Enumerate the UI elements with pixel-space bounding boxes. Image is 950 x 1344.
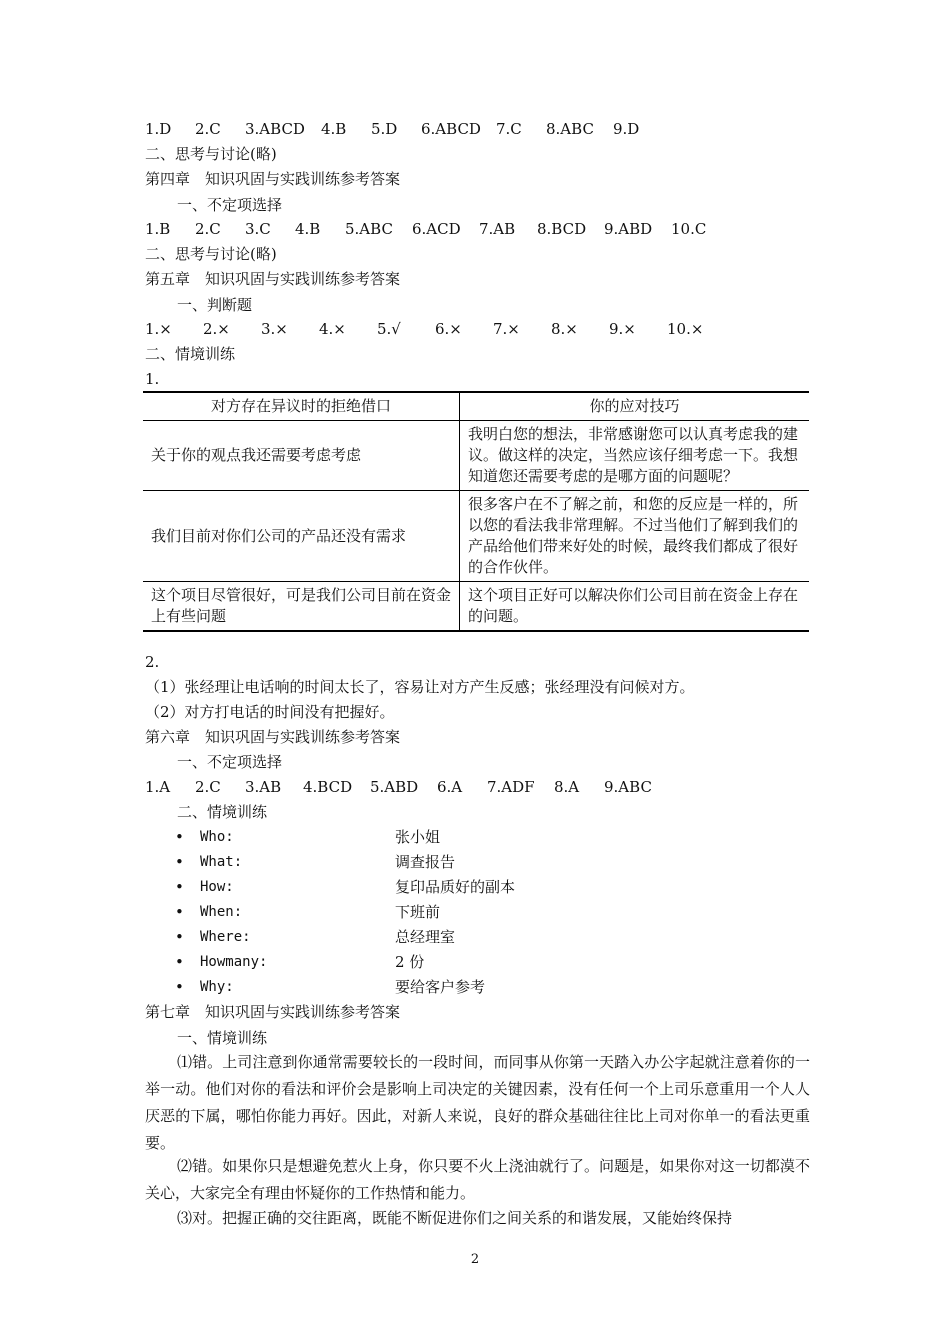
answer: 8.A xyxy=(554,778,580,796)
answer: 6.× xyxy=(435,320,462,338)
table-cell: 很多客户在不了解之前，和您的反应是一样的，所以您的看法我非常理解。不过当他们了解到我们的产品给他们带来好处的时候，最终我们都成了很好的合作伙伴。 xyxy=(460,491,810,582)
bullet-key: Where: xyxy=(200,929,251,945)
answer: 6.ACD xyxy=(412,220,461,238)
answer: 3.× xyxy=(261,320,288,338)
bullet-value: 总经理室 xyxy=(395,928,456,946)
answer: 5.D xyxy=(371,120,398,138)
answer: 6.ABCD xyxy=(421,120,481,138)
answer: 5.ABD xyxy=(370,778,419,796)
ch6-answer-row xyxy=(145,777,652,797)
answer: 5.ABC xyxy=(345,220,393,238)
answer: 9.D xyxy=(613,120,640,138)
chapter-title: 第七章 知识巩固与实践训练参考答案 xyxy=(145,1003,401,1021)
section-heading: 二、情境训练 xyxy=(145,345,236,363)
ch5-answer-row xyxy=(145,319,703,339)
section-heading: 二、思考与讨论(略) xyxy=(145,145,277,163)
bullet-key: How: xyxy=(200,879,234,895)
answer: 2.C xyxy=(195,120,221,138)
section-heading: 二、思考与讨论(略) xyxy=(145,245,277,263)
answer: 6.A xyxy=(437,778,463,796)
answer: 7.C xyxy=(496,120,522,138)
section-heading: 一、不定项选择 xyxy=(177,196,283,214)
bullet-icon: • xyxy=(175,878,184,896)
bullet-key: Who: xyxy=(200,829,234,845)
ch3-answer-row xyxy=(145,119,639,139)
answer: 2.C xyxy=(195,778,221,796)
bullet-value: 复印品质好的副本 xyxy=(395,878,516,896)
answer: 1.A xyxy=(145,778,171,796)
table-cell: 这个项目正好可以解决你们公司目前在资金上存在的问题。 xyxy=(460,582,810,632)
chapter-title: 第五章 知识巩固与实践训练参考答案 xyxy=(145,270,401,288)
answer: 2.C xyxy=(195,220,221,238)
page-number: 2 xyxy=(470,1252,480,1267)
answer: 3.C xyxy=(245,220,271,238)
bullet-value: 调查报告 xyxy=(395,853,456,871)
answer: 1.B xyxy=(145,220,171,238)
ch4-answer-row xyxy=(145,219,706,239)
bullet-key: Howmany: xyxy=(200,954,268,970)
paragraph: ⑵错。如果你只是想避免惹火上身，你只要不火上浇油就行了。问题是，如果你对这一切都漠不关心，大家完全有理由怀疑你的工作热情和能力。 xyxy=(145,1157,810,1202)
answer: 5.√ xyxy=(377,320,401,338)
question-number: 1. xyxy=(145,370,160,388)
bullet-value: 下班前 xyxy=(395,903,441,921)
answer: 4.× xyxy=(319,320,346,338)
table-header: 对方存在异议时的拒绝借口 xyxy=(143,392,460,421)
bullet-item xyxy=(175,977,485,997)
answer: 7.× xyxy=(493,320,520,338)
bullet-item xyxy=(175,927,455,947)
bullet-item xyxy=(175,852,455,872)
answer: 1.D xyxy=(145,120,172,138)
bullet-key: What: xyxy=(200,854,243,870)
table-row xyxy=(143,421,809,491)
table-cell: 关于你的观点我还需要考虑考虑 xyxy=(143,421,460,491)
bullet-value: 2 份 xyxy=(395,953,425,971)
section-heading: 二、情境训练 xyxy=(177,803,268,821)
answer: 3.ABCD xyxy=(245,120,305,138)
bullet-icon: • xyxy=(175,928,184,946)
bullet-icon: • xyxy=(175,828,184,846)
answer: 8.BCD xyxy=(537,220,587,238)
answer: 9.ABD xyxy=(604,220,653,238)
objection-table xyxy=(143,391,809,632)
answer: 1.× xyxy=(145,320,172,338)
question-number: 2. xyxy=(145,653,160,671)
paragraph: ⑴错。上司注意到你通常需要较长的一段时间，而同事从你第一天踏入办公字起就注意着你的一举一动。他们对你的看法和评价会是影响上司决定的关键因素，没有任何一个上司乐意重用一个人人厌恶的下属，哪怕你能力再好。因此，对新人来说，良好的群众基础往往比上司对你单一的看法更重要。 xyxy=(145,1053,810,1152)
paragraph: ⑶对。把握正确的交往距离，既能不断促进你们之间关系的和谐发展，又能始终保持 xyxy=(177,1209,733,1227)
answer: 2.× xyxy=(203,320,230,338)
table-cell: 这个项目尽管很好，可是我们公司目前在资金上有些问题 xyxy=(143,582,460,632)
bullet-value: 要给客户参考 xyxy=(395,978,486,996)
section-heading: 一、判断题 xyxy=(177,296,253,314)
answer: 3.AB xyxy=(245,778,282,796)
bullet-item xyxy=(175,902,440,922)
answer: 9.ABC xyxy=(604,778,652,796)
bullet-key: When: xyxy=(200,904,243,920)
table-row xyxy=(143,491,809,582)
bullet-item xyxy=(175,952,424,972)
answer: 4.B xyxy=(295,220,321,238)
bullet-icon: • xyxy=(175,903,184,921)
bullet-key: Why: xyxy=(200,979,234,995)
chapter-title: 第四章 知识巩固与实践训练参考答案 xyxy=(145,170,401,188)
bullet-value: 张小姐 xyxy=(395,828,441,846)
answer-text: （2）对方打电话的时间没有把握好。 xyxy=(145,703,395,721)
table-cell: 我明白您的想法，非常感谢您可以认真考虑我的建议。做这样的决定，当然应该仔细考虑一下。我想知道您还需要考虑的是哪方面的问题呢？ xyxy=(460,421,810,491)
answer: 8.× xyxy=(551,320,578,338)
section-heading: 一、不定项选择 xyxy=(177,753,283,771)
table-row xyxy=(143,582,809,632)
answer-text: （1）张经理让电话响的时间太长了，容易让对方产生反感；张经理没有问候对方。 xyxy=(145,678,695,696)
section-heading: 一、情境训练 xyxy=(177,1029,268,1047)
table-cell: 我们目前对你们公司的产品还没有需求 xyxy=(143,491,460,582)
answer: 8.ABC xyxy=(546,120,594,138)
answer: 4.BCD xyxy=(303,778,353,796)
table-header: 你的应对技巧 xyxy=(460,392,810,421)
answer: 7.AB xyxy=(479,220,516,238)
chapter-title: 第六章 知识巩固与实践训练参考答案 xyxy=(145,728,401,746)
answer: 7.ADF xyxy=(487,778,535,796)
bullet-item xyxy=(175,877,515,897)
answer: 9.× xyxy=(609,320,636,338)
answer: 4.B xyxy=(321,120,347,138)
bullet-item xyxy=(175,827,440,847)
answer: 10.C xyxy=(671,220,707,238)
bullet-icon: • xyxy=(175,953,184,971)
bullet-icon: • xyxy=(175,853,184,871)
answer: 10.× xyxy=(667,320,704,338)
bullet-icon: • xyxy=(175,978,184,996)
table-header-row xyxy=(143,392,809,421)
